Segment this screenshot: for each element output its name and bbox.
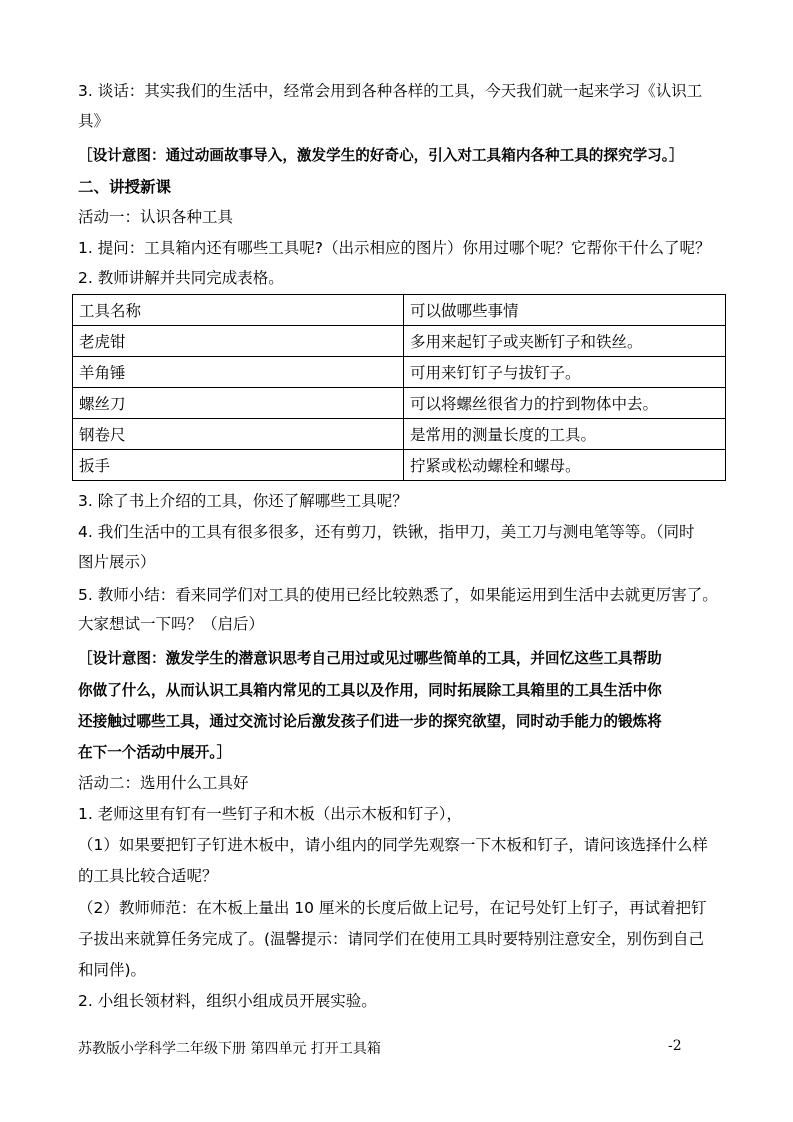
activity2-sub1-line2: 的工具比较合适呢？ xyxy=(78,867,218,885)
design-note-2-line3: 还接触过哪些工具，通过交流讨论后激发孩子们进一步的探究欲望，同时动手能力的锻炼将 xyxy=(78,713,662,730)
tool-use-cell: 可用来钉钉子与拔钉子。 xyxy=(404,357,726,388)
tool-use-cell: 拧紧或松动螺栓和螺母。 xyxy=(404,450,726,481)
activity2-sub1-line1: （1）如果要把钉子钉进木板中，请小组内的同学先观察一下木板和钉子，请问该选择什么样 xyxy=(78,836,708,854)
activity1-step5-line1: 5. 教师小结：看来同学们对工具的使用已经比较熟悉了，如果能运用到生活中去就更厉害了。 xyxy=(78,586,718,604)
tool-use-cell: 多用来起钉子或夹断钉子和铁丝。 xyxy=(404,326,726,357)
tools-table xyxy=(72,294,726,481)
table-header-row xyxy=(73,295,726,326)
design-note-2-line4: 在下一个活动中展开。］ xyxy=(78,744,232,761)
table-row xyxy=(73,450,726,481)
activity2-sub2-line3: 和同伴)。 xyxy=(78,961,147,979)
activity1-step3: 3. 除了书上介绍的工具，你还了解哪些工具呢？ xyxy=(78,492,408,510)
intro-line-1: 3. 谈话：其实我们的生活中，经常会用到各种各样的工具，今天我们就一起来学习《认识工 xyxy=(78,82,703,100)
activity1-step5-line2: 大家想试一下吗？（启后） xyxy=(78,615,265,633)
activity2-title: 活动二：选用什么工具好 xyxy=(78,774,249,792)
tool-use-cell: 是常用的测量长度的工具。 xyxy=(404,419,726,450)
intro-line-2: 具》 xyxy=(78,112,110,130)
tool-name-cell: 老虎钳 xyxy=(73,326,404,357)
table-row xyxy=(73,388,726,419)
table-row xyxy=(73,326,726,357)
tool-name-cell: 扳手 xyxy=(73,450,404,481)
activity2-sub2-line1: （2）教师师范：在木板上量出 10 厘米的长度后做上记号，在记号处钉上钉子，再试着把钉 xyxy=(78,899,707,917)
activity2-sub2-line2: 子拔出来就算任务完成了。(温馨提示：请同学们在使用工具时要特别注意安全，别伤到自己 xyxy=(78,930,705,948)
tool-use-cell: 可以将螺丝很省力的拧到物体中去。 xyxy=(404,388,726,419)
table-row xyxy=(73,419,726,450)
activity1-title: 活动一：认识各种工具 xyxy=(78,208,234,226)
section-title: 二、讲授新课 xyxy=(78,178,172,196)
tool-name-cell: 钢卷尺 xyxy=(73,419,404,450)
design-note-2-line2: 你做了什么，从而认识工具箱内常见的工具以及作用，同时拓展除工具箱里的工具生活中你 xyxy=(78,682,662,699)
footer-title: 苏教版小学科学二年级下册 第四单元 打开工具箱 xyxy=(78,1041,381,1057)
page-number: -2 xyxy=(668,1038,682,1054)
table-header-cell: 可以做哪些事情 xyxy=(404,295,726,326)
activity2-step1: 1. 老师这里有钉有一些钉子和木板（出示木板和钉子）， xyxy=(78,805,462,823)
activity2-step2: 2. 小组长领材料，组织小组成员开展实验。 xyxy=(78,992,377,1010)
activity1-step4-line1: 4. 我们生活中的工具有很多很多，还有剪刀，铁锹，指甲刀，美工刀与测电笔等等。（同时 xyxy=(78,523,695,541)
tool-name-cell: 螺丝刀 xyxy=(73,388,404,419)
activity1-step2: 2. 教师讲解并共同完成表格。 xyxy=(78,269,284,287)
activity1-step4-line2: 图片展示） xyxy=(78,553,156,571)
design-note-1: ［设计意图：通过动画故事导入，激发学生的好奇心，引入对工具箱内各种工具的探究学习。］ xyxy=(78,147,684,164)
tool-name-cell: 羊角锤 xyxy=(73,357,404,388)
activity1-step1: 1. 提问：工具箱内还有哪些工具呢?（出示相应的图片）你用过哪个呢？它帮你干什么了呢？ xyxy=(78,239,711,257)
table-header-cell: 工具名称 xyxy=(73,295,404,326)
table-row xyxy=(73,357,726,388)
design-note-2-line1: ［设计意图：激发学生的潜意识思考自己用过或见过哪些简单的工具，并回忆这些工具帮助 xyxy=(78,650,662,667)
